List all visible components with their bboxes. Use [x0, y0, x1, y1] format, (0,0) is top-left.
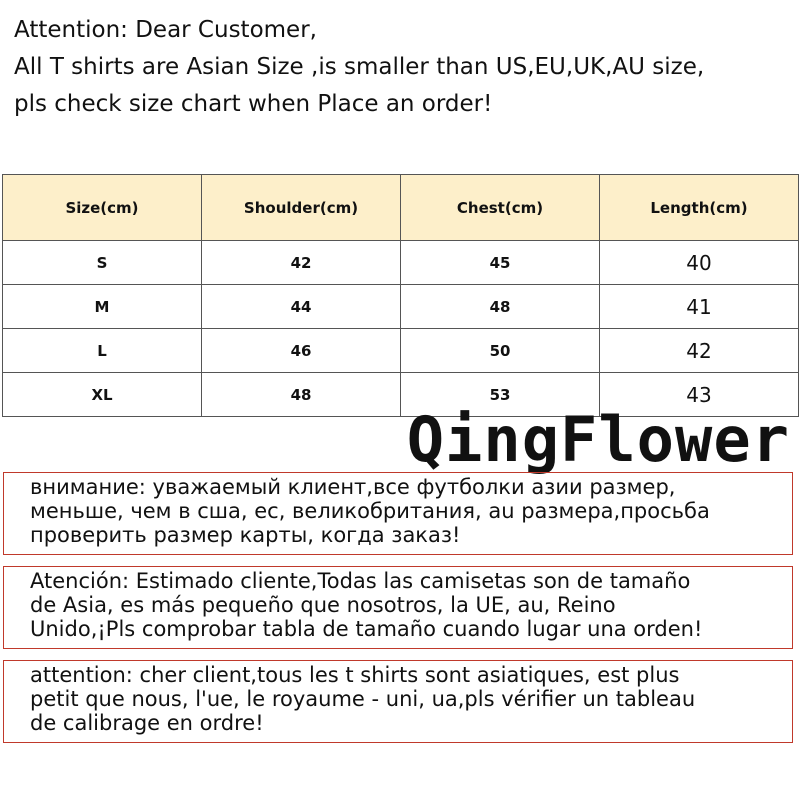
size-cell: S	[3, 241, 202, 285]
russian-line-1: внимание: уважаемый клиент,все футболки азии размер,	[30, 475, 676, 499]
chest-cell: 50	[401, 329, 600, 373]
table-row	[3, 285, 799, 329]
size-chart-table	[2, 174, 799, 417]
chest-cell: 48	[401, 285, 600, 329]
size-cell: L	[3, 329, 202, 373]
french-line-1: attention: cher client,tous les t shirts sont asiatiques, est plus	[30, 663, 680, 687]
size-chart-header-row	[3, 175, 799, 241]
spanish-line-2: de Asia, es más pequeño que nosotros, la UE, au, Reino	[30, 593, 616, 617]
russian-line-3: проверить размер карты, когда заказ!	[30, 523, 461, 547]
length-cell: 43	[600, 373, 799, 417]
russian-line-2: меньше, чем в сша, ес, великобритания, au размера,просьба	[30, 499, 710, 523]
french-line-2: petit que nous, l'ue, le royaume - uni, ua,pls vérifier un tableau	[30, 687, 696, 711]
shoulder-cell: 42	[202, 241, 401, 285]
header-size: Size(cm)	[3, 175, 202, 241]
size-cell: M	[3, 285, 202, 329]
length-cell: 42	[600, 329, 799, 373]
header-chest: Chest(cm)	[401, 175, 600, 241]
notice-line-asian-size: All T shirts are Asian Size ,is smaller than US,EU,UK,AU size,	[14, 54, 705, 80]
header-shoulder: Shoulder(cm)	[202, 175, 401, 241]
shoulder-cell: 48	[202, 373, 401, 417]
french-line-3: de calibrage en ordre!	[30, 711, 264, 735]
spanish-line-3: Unido,¡Pls comprobar tabla de tamaño cuando lugar una orden!	[30, 617, 703, 641]
shoulder-cell: 44	[202, 285, 401, 329]
size-cell: XL	[3, 373, 202, 417]
spanish-notice-box	[3, 566, 793, 649]
chest-cell: 45	[401, 241, 600, 285]
header-length: Length(cm)	[600, 175, 799, 241]
brand-watermark: QingFlower	[406, 403, 790, 476]
notice-line-check-chart: pls check size chart when Place an order!	[14, 91, 493, 117]
customer-notice	[14, 12, 794, 123]
spanish-line-1: Atención: Estimado cliente,Todas las camisetas son de tamaño	[30, 569, 691, 593]
russian-notice-box	[3, 472, 793, 555]
table-row	[3, 329, 799, 373]
chest-cell: 53	[401, 373, 600, 417]
notice-line-greeting: Attention: Dear Customer,	[14, 17, 317, 43]
table-row	[3, 241, 799, 285]
shoulder-cell: 46	[202, 329, 401, 373]
length-cell: 41	[600, 285, 799, 329]
length-cell: 40	[600, 241, 799, 285]
french-notice-box	[3, 660, 793, 743]
